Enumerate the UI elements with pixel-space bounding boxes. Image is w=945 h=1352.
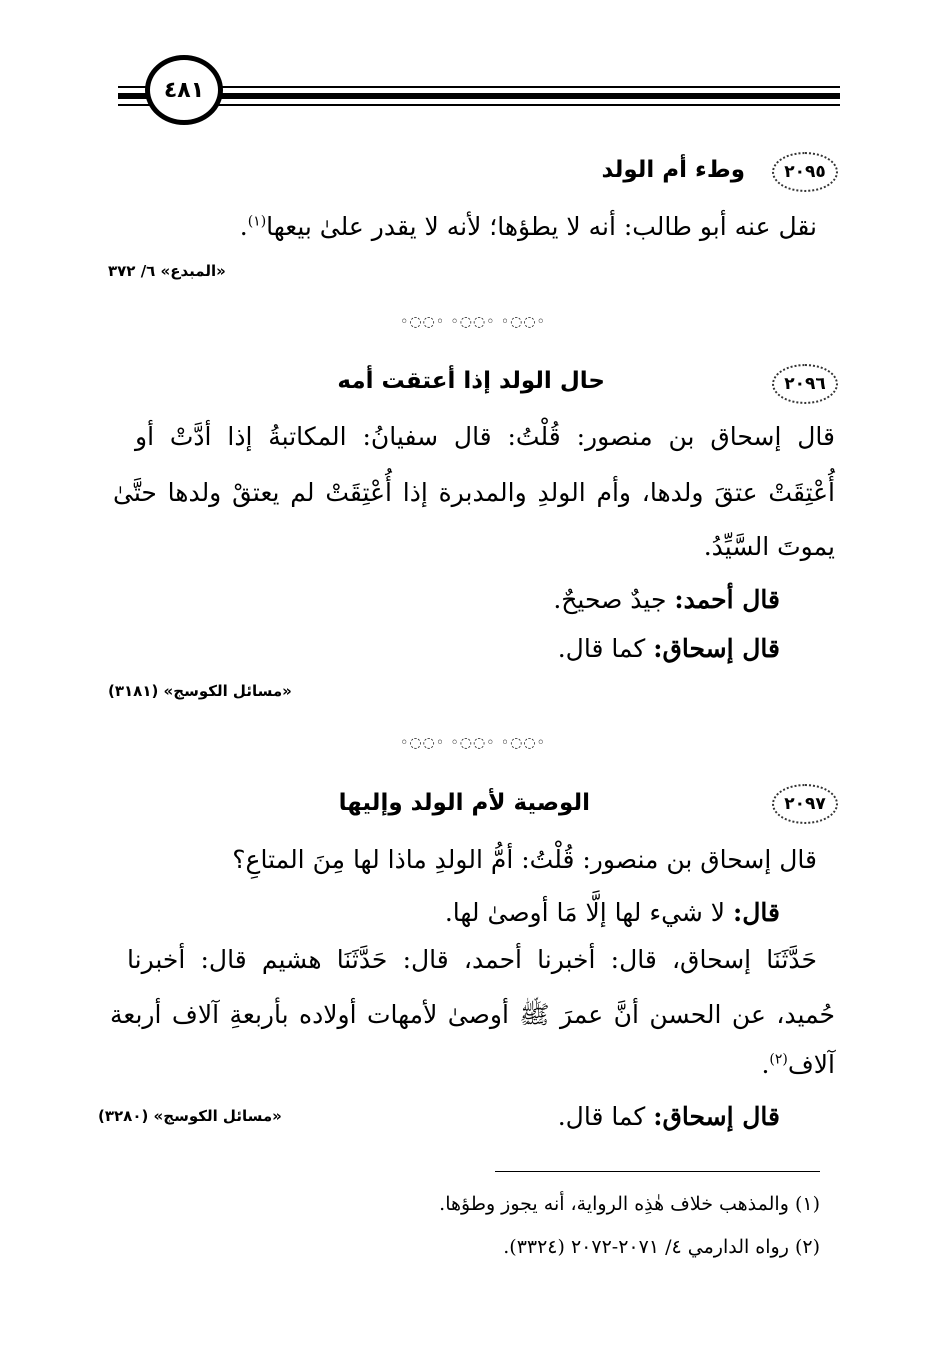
source-citation: «مسائل الكوسج» (٣٢٨٠) [98,1107,282,1125]
header-rule [118,93,840,99]
entry-number: ٢٠٩٥ [784,162,826,182]
entry-text-end: . [761,1050,770,1079]
footnote-marker: (١) [794,1193,820,1215]
speaker-label: قال إسحاق: [653,634,780,663]
badge-ornament-icon [772,364,838,404]
entry-text-end: . [239,212,248,241]
page-number: ٤٨١ [145,55,223,125]
speaker-label: قال: [733,898,780,927]
entry-title: حال الولد إذا أعتقت أمه [337,368,605,394]
source-citation: «المبدع» ٦/ ٣٧٢ [108,262,226,280]
entry-number: ٢٠٩٧ [784,794,826,814]
footnote-marker: (٢) [794,1236,820,1258]
footnote-text: والمذهب خلاف هٰذِه الرواية، أنه يجوز وطؤها. [439,1193,789,1215]
entry-text-line [558,1102,780,1132]
entry-text [240,212,817,242]
badge-ornament-icon [772,784,838,824]
entry-text-line: أُعْتِقَتْ عتقَ ولدها، وأم الولدِ والمدبرة إذا أُعْتِقَتْ لم يعتقْ ولدها حتَّىٰ [113,478,835,507]
entry-number-badge [772,364,838,404]
footnote-ref: (١) [247,213,267,230]
entry-title: وطء أم الولد [601,157,745,183]
speaker-text: كما قال. [557,634,646,663]
entry-text-line [761,1050,835,1080]
speaker-text: جيدٌ صحيحٌ. [553,585,667,614]
entry-text-line: قال إسحاق بن منصور: قُلْتُ: قال سفيانُ: المكاتبةُ إذا أدَّتْ أو [135,422,835,451]
speaker-label: قال أحمد: [674,585,780,614]
entry-number-badge [772,784,838,824]
entry-number: ٢٠٩٦ [784,374,826,394]
entry-text-line: حَدَّثَنَا إسحاق، قال: أخبرنا أحمد، قال: حَدَّثَنَا هشيم قال: أخبرنا [127,945,817,974]
header-rule-top [118,86,840,88]
entry-text-line [445,898,780,928]
entry-text-line: حُميد، عن الحسن أنَّ عمرَ ﷺ أوصىٰ لأمهات أولاده بأربعةِ آلاف أربعة [110,1000,835,1029]
speaker-label: قال إسحاق: [653,1102,780,1131]
entry-text-line: قال إسحاق بن منصور: قُلْتُ: أمُّ الولدِ ماذا لها مِنَ المتاعِ؟ [232,845,817,874]
footnote-ref: (٢) [769,1051,788,1068]
entry-text-body: آلاف [787,1050,835,1079]
footnote [503,1236,820,1258]
footnote-separator [495,1171,820,1172]
entry-text-body: نقل عنه أبو طالب: أنه لا يطؤها؛ لأنه لا يقدر علىٰ بيعها [266,212,817,241]
badge-ornament-icon [772,152,838,192]
footnote-text: رواه الدارمي ٤/ ٢٠٧١-٢٠٧٢ (٣٣٢٤). [503,1236,789,1258]
speaker-text: كما قال. [557,1102,646,1131]
speaker-text: لا شيء لها إلَّا مَا أوصىٰ لها. [444,898,726,927]
entry-title: الوصية لأم الولد وإليها [338,790,590,816]
entry-number-badge [772,152,838,192]
header-rule-bottom [118,104,840,106]
footnote [439,1193,820,1215]
entry-text-line [558,634,780,664]
entry-text-line [553,585,780,615]
source-citation: «مسائل الكوسج» (٣١٨١) [108,682,292,700]
section-divider-ornament: ◦◌◌◦ ◦◌◌◦ ◦◌◌◦ [400,735,546,751]
entry-text-line: يموتَ السَّيِّدُ. [703,532,835,561]
section-divider-ornament: ◦◌◌◦ ◦◌◌◦ ◦◌◌◦ [400,314,546,330]
